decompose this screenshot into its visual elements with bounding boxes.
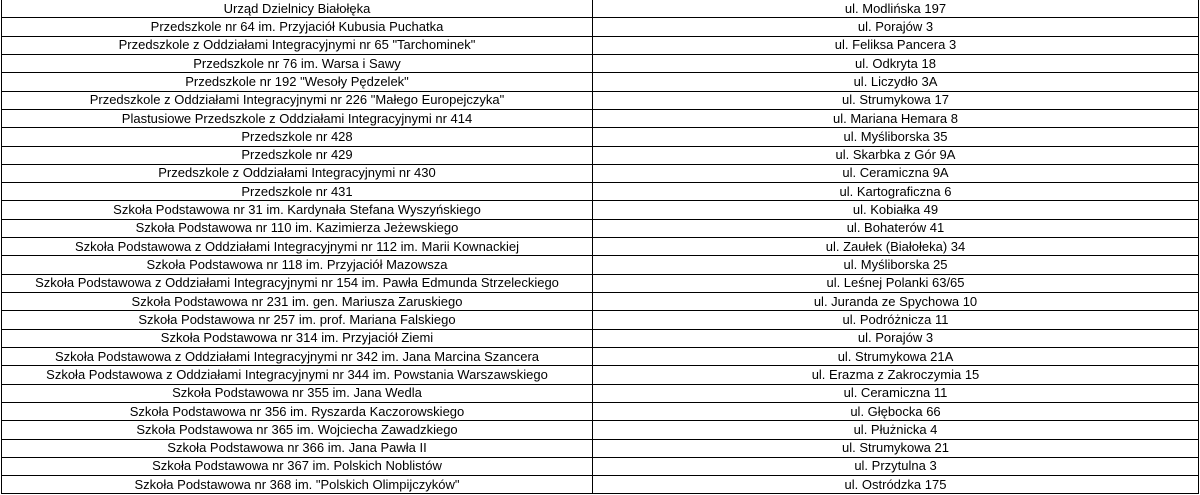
institution-address-cell: ul. Płużnicka 4: [593, 421, 1199, 439]
institution-name-cell: Szkoła Podstawowa nr 367 im. Polskich Noblistów: [2, 457, 593, 475]
institution-name-cell: Przedszkole nr 428: [2, 128, 593, 146]
institution-address-cell: ul. Kartograficzna 6: [593, 183, 1199, 201]
institution-address-cell: ul. Mariana Hemara 8: [593, 109, 1199, 127]
institution-name-cell: Urząd Dzielnicy Białołęka: [2, 0, 593, 18]
table-row: [2, 311, 1199, 329]
table-row: [2, 457, 1199, 475]
institution-name-cell: Szkoła Podstawowa nr 257 im. prof. Mariana Falskiego: [2, 311, 593, 329]
table-row: [2, 146, 1199, 164]
table-row: [2, 0, 1199, 18]
table-row: [2, 219, 1199, 237]
institution-address-cell: ul. Porajów 3: [593, 18, 1199, 36]
institution-name-cell: Szkoła Podstawowa z Oddziałami Integracyjnymi nr 112 im. Marii Kownackiej: [2, 238, 593, 256]
institution-name-cell: Przedszkole nr 431: [2, 183, 593, 201]
institution-name-cell: Szkoła Podstawowa nr 356 im. Ryszarda Kaczorowskiego: [2, 402, 593, 420]
table-body: [2, 0, 1199, 494]
institution-address-cell: ul. Przytulna 3: [593, 457, 1199, 475]
table-row: [2, 402, 1199, 420]
institution-name-cell: Szkoła Podstawowa nr 314 im. Przyjaciół Ziemi: [2, 329, 593, 347]
institution-address-cell: ul. Głębocka 66: [593, 402, 1199, 420]
table-row: [2, 128, 1199, 146]
institution-name-cell: Szkoła Podstawowa z Oddziałami Integracyjnymi nr 342 im. Jana Marcina Szancera: [2, 347, 593, 365]
institution-address-cell: ul. Ostródzka 175: [593, 476, 1199, 494]
table-row: [2, 366, 1199, 384]
institution-name-cell: Przedszkole nr 429: [2, 146, 593, 164]
institution-name-cell: Szkoła Podstawowa nr 365 im. Wojciecha Zawadzkiego: [2, 421, 593, 439]
institution-name-cell: Przedszkole z Oddziałami Integracyjnymi nr 65 "Tarchominek": [2, 36, 593, 54]
institution-address-cell: ul. Podróżnicza 11: [593, 311, 1199, 329]
table-row: [2, 109, 1199, 127]
institution-name-cell: Szkoła Podstawowa nr 366 im. Jana Pawła II: [2, 439, 593, 457]
institution-name-cell: Szkoła Podstawowa nr 118 im. Przyjaciół Mazowsza: [2, 256, 593, 274]
table-row: [2, 274, 1199, 292]
institution-name-cell: Plastusiowe Przedszkole z Oddziałami Integracyjnymi nr 414: [2, 109, 593, 127]
table-row: [2, 201, 1199, 219]
table-row: [2, 476, 1199, 494]
institution-name-cell: Przedszkole z Oddziałami Integracyjnymi nr 226 "Małego Europejczyka": [2, 91, 593, 109]
institution-address-cell: ul. Strumykowa 17: [593, 91, 1199, 109]
table-row: [2, 384, 1199, 402]
institution-name-cell: Szkoła Podstawowa nr 368 im. "Polskich Olimpijczyków": [2, 476, 593, 494]
table-row: [2, 439, 1199, 457]
institution-name-cell: Szkoła Podstawowa nr 355 im. Jana Wedla: [2, 384, 593, 402]
institution-name-cell: Szkoła Podstawowa z Oddziałami Integracyjnymi nr 154 im. Pawła Edmunda Strzeleckiego: [2, 274, 593, 292]
institution-address-cell: ul. Myśliborska 25: [593, 256, 1199, 274]
institution-address-cell: ul. Kobiałka 49: [593, 201, 1199, 219]
institution-address-cell: ul. Strumykowa 21: [593, 439, 1199, 457]
institution-address-cell: ul. Bohaterów 41: [593, 219, 1199, 237]
table-row: [2, 91, 1199, 109]
table-row: [2, 347, 1199, 365]
institution-address-cell: ul. Odkryta 18: [593, 54, 1199, 72]
institution-name-cell: Przedszkole z Oddziałami Integracyjnymi nr 430: [2, 164, 593, 182]
table-row: [2, 183, 1199, 201]
table-row: [2, 164, 1199, 182]
institution-name-cell: Szkoła Podstawowa nr 110 im. Kazimierza Jeżewskiego: [2, 219, 593, 237]
institution-address-cell: ul. Feliksa Pancera 3: [593, 36, 1199, 54]
institution-name-cell: Szkoła Podstawowa nr 31 im. Kardynała Stefana Wyszyńskiego: [2, 201, 593, 219]
institution-address-cell: ul. Liczydło 3A: [593, 73, 1199, 91]
institution-name-cell: Szkoła Podstawowa z Oddziałami Integracyjnymi nr 344 im. Powstania Warszawskiego: [2, 366, 593, 384]
institution-address-cell: ul. Erazma z Zakroczymia 15: [593, 366, 1199, 384]
institution-name-cell: Przedszkole nr 64 im. Przyjaciół Kubusia Puchatka: [2, 18, 593, 36]
institution-address-cell: ul. Strumykowa 21A: [593, 347, 1199, 365]
table-row: [2, 293, 1199, 311]
institution-address-cell: ul. Skarbka z Gór 9A: [593, 146, 1199, 164]
institution-name-cell: Przedszkole nr 192 "Wesoły Pędzelek": [2, 73, 593, 91]
table-row: [2, 36, 1199, 54]
institution-address-cell: ul. Juranda ze Spychowa 10: [593, 293, 1199, 311]
institution-address-cell: ul. Ceramiczna 11: [593, 384, 1199, 402]
institution-name-cell: Przedszkole nr 76 im. Warsa i Sawy: [2, 54, 593, 72]
table-row: [2, 73, 1199, 91]
table-row: [2, 256, 1199, 274]
institution-address-cell: ul. Ceramiczna 9A: [593, 164, 1199, 182]
table-row: [2, 421, 1199, 439]
institutions-table: [1, 0, 1199, 494]
table-row: [2, 329, 1199, 347]
table-row: [2, 238, 1199, 256]
table-row: [2, 54, 1199, 72]
institution-address-cell: ul. Leśnej Polanki 63/65: [593, 274, 1199, 292]
institution-address-cell: ul. Zaułek (Białołeka) 34: [593, 238, 1199, 256]
institution-address-cell: ul. Porajów 3: [593, 329, 1199, 347]
institution-address-cell: ul. Myśliborska 35: [593, 128, 1199, 146]
institution-name-cell: Szkoła Podstawowa nr 231 im. gen. Mariusza Zaruskiego: [2, 293, 593, 311]
institution-address-cell: ul. Modlińska 197: [593, 0, 1199, 18]
table-row: [2, 18, 1199, 36]
